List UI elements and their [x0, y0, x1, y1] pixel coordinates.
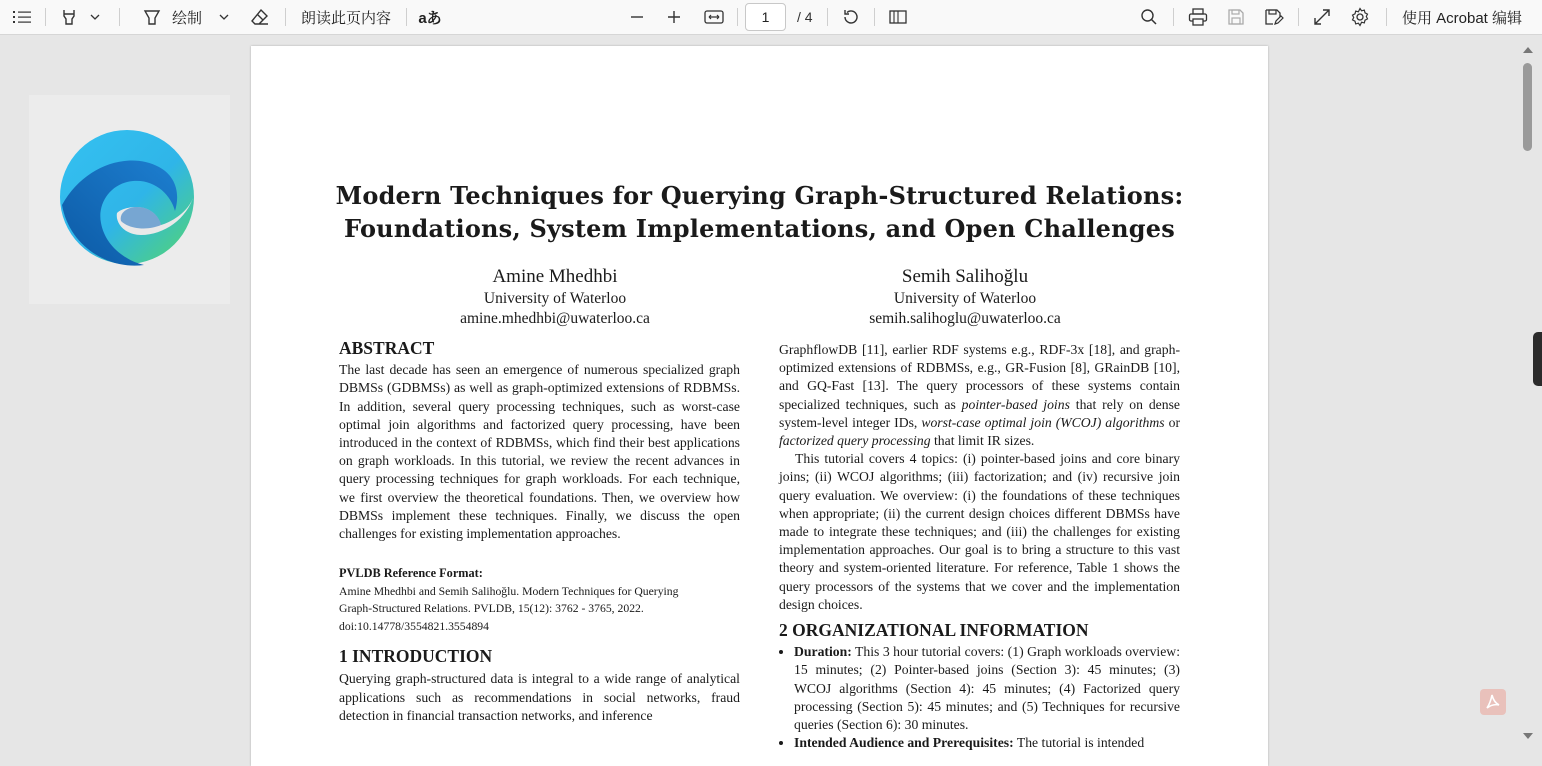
- reference-format: [339, 565, 740, 635]
- abstract-heading: ABSTRACT: [339, 338, 435, 358]
- scrollbar-thumb[interactable]: [1523, 63, 1532, 151]
- author-block-1: [365, 265, 745, 329]
- acrobat-label: 使用 Acrobat 编辑: [1401, 9, 1523, 27]
- intro-heading: 1 INTRODUCTION: [339, 646, 493, 667]
- page-view-button[interactable]: [884, 0, 912, 34]
- draw-button[interactable]: [136, 0, 236, 34]
- table-of-contents-button[interactable]: [8, 0, 36, 34]
- highlight-button[interactable]: [54, 0, 106, 34]
- list-item: • Duration: This 3 hour tutorial covers: (1) Graph workloads overview: 15 minutes; (2) Pointer-based joins (Section 3): 45 minutes; (3) WCOJ algorithms (Section 4): 45 minutes; (4) Factorized query processing (Section 5): 45 minutes; and (5) Techniques for recursive queries (Section 6): 30 minutes.: [794, 643, 1180, 734]
- zoom-out-button[interactable]: [624, 0, 650, 34]
- search-button[interactable]: [1136, 0, 1162, 34]
- right-column: [779, 341, 1180, 752]
- author-affiliation: University of Waterloo: [483, 290, 627, 307]
- author-email: semih.salihoglu@uwaterloo.ca: [869, 310, 1061, 327]
- minus-icon: [630, 10, 644, 24]
- page-total: / 4: [797, 9, 813, 25]
- printer-icon: [1188, 8, 1208, 26]
- eraser-icon: [250, 7, 270, 27]
- author-affiliation: University of Waterloo: [893, 290, 1037, 307]
- intro-continued-text: GraphflowDB [11], earlier RDF systems e.g., RDF-3x [18], and graph-optimized extensions of RDBMSs, e.g., GR-Fusion [8], GRainDB [10], and GQ-Fast [13]. The query processors of these systems contain specialized techniques, such as pointer-based joins that rely on dense system-level integer IDs, worst-case optimal join (WCOJ) algorithms or factorized query processing that limit IR sizes.: [779, 342, 1181, 449]
- rotate-icon: [841, 7, 861, 27]
- fit-width-button[interactable]: [701, 0, 727, 34]
- reference-format-heading: PVLDB Reference Format:: [339, 566, 483, 581]
- author-name: Semih Salihoğlu: [901, 266, 1029, 287]
- left-column: [339, 339, 740, 725]
- paper-title-line2: Foundations, System Implementations, and Open Challenges: [344, 214, 1175, 243]
- save-as-icon: [1264, 8, 1284, 26]
- edge-logo-icon: [29, 95, 230, 304]
- erase-button[interactable]: [246, 0, 274, 34]
- intro-text: Querying graph-structured data is integral to a wide range of analytical applications such as recommendations in social networks, fraud detection in financial transaction networks, and inference: [339, 671, 740, 723]
- fit-width-icon: [704, 9, 724, 25]
- page-number-input[interactable]: [745, 3, 786, 31]
- doi-link[interactable]: doi:10.14778/3554821.3554894: [339, 619, 489, 633]
- gear-icon: [1350, 7, 1370, 27]
- rotate-button[interactable]: [837, 0, 865, 34]
- expand-icon: [1313, 8, 1331, 26]
- scroll-up-arrow-icon[interactable]: [1522, 45, 1534, 55]
- list-item: • Intended Audience and Prerequisites: The tutorial is intended: [794, 734, 1180, 752]
- fullscreen-button[interactable]: [1308, 0, 1336, 34]
- side-panel-handle[interactable]: [1533, 332, 1542, 386]
- pen-icon: [142, 7, 162, 27]
- edit-with-acrobat-button[interactable]: [1398, 0, 1526, 34]
- pdf-toolbar: [0, 0, 1542, 35]
- draw-label: 绘制: [171, 9, 202, 27]
- highlighter-icon: [59, 7, 79, 27]
- save-icon: [1227, 8, 1245, 26]
- tutorial-overview-text: This tutorial covers 4 topics: (i) pointer-based joins and core binary joins; (ii) WCOJ algorithms; (iii) factorization; and (iv) recursive join query evaluation. We overview: (i) the foundations of these techniques when appropriate; (ii) the current design choices different DBMSs have made to integrate these techniques; and (iii) the challenges for existing implementation approaches. Our goal is to bring a structure to this vast theory and system-oriented literature. For reference, Table 1 shows the query processors of the systems that we cover and the implementation design choices.: [779, 451, 1180, 612]
- zoom-in-button[interactable]: [661, 0, 687, 34]
- save-button[interactable]: [1222, 0, 1250, 34]
- acrobat-pdf-button[interactable]: [1480, 689, 1506, 715]
- acrobat-icon: [1484, 693, 1502, 711]
- text-options-button[interactable]: [414, 0, 446, 34]
- print-button[interactable]: [1184, 0, 1212, 34]
- scroll-down-arrow-icon[interactable]: [1522, 731, 1534, 741]
- read-aloud-button[interactable]: [296, 0, 396, 34]
- author-block-2: [775, 265, 1155, 329]
- settings-button[interactable]: [1346, 0, 1374, 34]
- page-view-icon: [888, 9, 908, 25]
- org-info-heading: 2 ORGANIZATIONAL INFORMATION: [779, 620, 1089, 641]
- reference-format-line: Amine Mhedhbi and Semih Salihoğlu. Modern Techniques for Querying: [339, 584, 679, 598]
- author-email: amine.mhedhbi@uwaterloo.ca: [460, 310, 650, 327]
- text-options-label: aあ: [418, 9, 442, 27]
- plus-icon: [667, 10, 681, 24]
- chevron-down-icon: [218, 12, 230, 22]
- save-as-button[interactable]: [1260, 0, 1288, 34]
- read-aloud-label: 朗读此页内容: [300, 9, 391, 27]
- author-name: Amine Mhedhbi: [492, 266, 618, 287]
- abstract-text: The last decade has seen an emergence of numerous specialized graph DBMSs (GDBMSs) as well as graph-optimized extensions of RDBMSs. In addition, several query processing techniques, such as worst-case optimal join algorithms and factorized query processing, have been introduced in the context of RDBMSs, which find their best applications on graph workloads. In this tutorial, we review the recent advances in query processing techniques for graph workloads. For each technique, we first overview the theoretical foundations. Then, we overview how DBMSs implement these techniques. Finally, we discuss the open challenges for existing implementation approaches.: [339, 362, 740, 542]
- search-icon: [1140, 8, 1158, 26]
- list-icon: [13, 10, 31, 24]
- paper-title-line1: Modern Techniques for Querying Graph-Structured Relations:: [335, 181, 1184, 210]
- edge-logo-card: [29, 95, 230, 304]
- chevron-down-icon: [89, 12, 101, 22]
- pdf-page: [251, 46, 1268, 766]
- reference-format-line: Graph-Structured Relations. PVLDB, 15(12): 3762 - 3765, 2022.: [339, 602, 644, 616]
- org-info-list: [779, 643, 1180, 752]
